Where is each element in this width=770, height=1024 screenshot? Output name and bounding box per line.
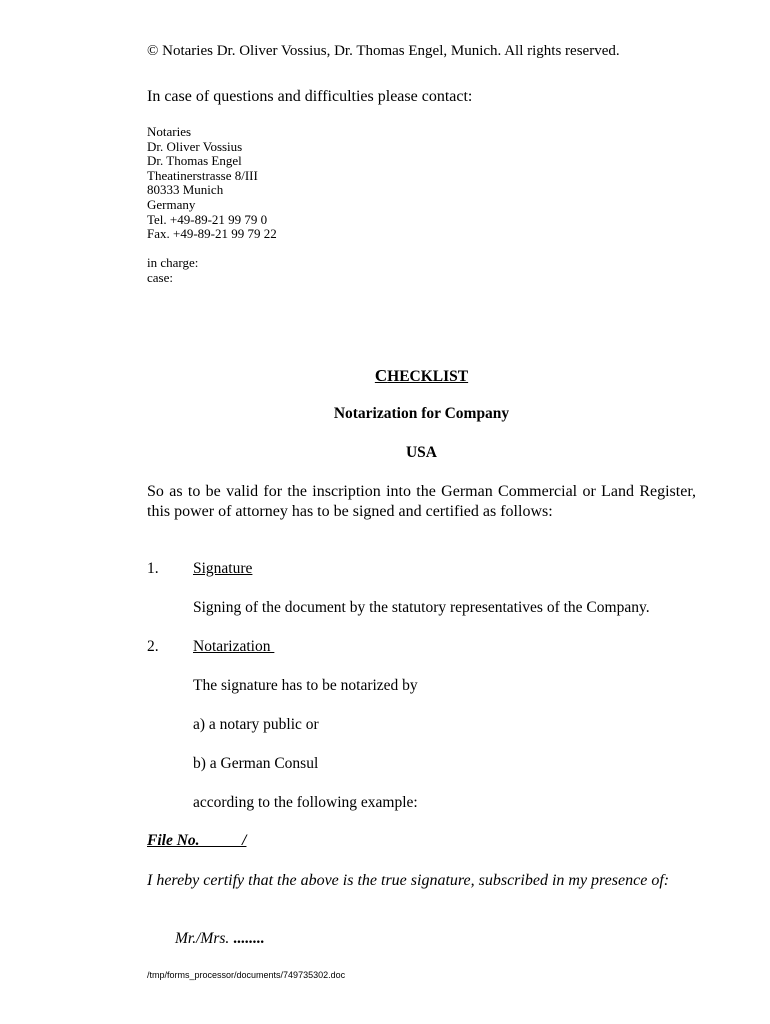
checklist-title [147,366,696,386]
phone-line: Tel. +49-89-21 99 79 0 [147,211,268,227]
title-rest: HECKLIST [387,368,469,385]
document-path-footer: /tmp/forms_processor/documents/749735302.doc [147,970,346,980]
case-label: case: [147,269,173,285]
file-number-label: File No. / [147,832,247,849]
section-number: 1. [147,560,159,577]
contact-address [147,125,277,242]
country-heading: USA [405,444,437,461]
address-line: Theatinerstrasse 8/III [147,167,258,183]
address-line: 80333 Munich [147,182,224,198]
signature-text: Signing of the document by the statutory representatives of the Company. [193,599,650,616]
option-b: b) a German Consul [193,755,319,772]
copyright-notice: © Notaries Dr. Oliver Vossius, Dr. Thomas Engel, Munich. All rights reserved. [147,43,620,59]
in-charge-label: in charge: [147,255,199,270]
section-heading-notarization [147,638,274,656]
section-number: 2. [147,638,159,655]
section-title: Notarization [193,638,275,655]
address-line: Dr. Thomas Engel [147,153,242,169]
intro-paragraph: So as to be valid for the inscription into the German Commercial or Land Register, this power of attorney has to be signed and certified as follows: [147,483,696,520]
signatory-line [175,930,264,948]
document-subtitle: Notarization for Company [333,405,510,422]
following-example-text: according to the following example: [193,794,418,811]
address-line: Dr. Oliver Vossius [147,138,243,154]
section-heading-signature [147,560,252,578]
notarization-text: The signature has to be notarized by [193,677,418,694]
signatory-placeholder: ........ [233,930,265,947]
address-line: Germany [147,196,196,212]
section-title: Signature [193,560,253,577]
fax-line: Fax. +49-89-21 99 79 22 [147,226,277,242]
signatory-title: Mr./Mrs. [175,930,234,947]
contact-intro: In case of questions and difficulties please contact: [147,88,473,105]
address-line: Notaries [147,124,192,139]
option-a: a) a notary public or [193,716,319,733]
case-info [147,256,198,285]
certification-text: I hereby certify that the above is the true signature, subscribed in my presence of: [147,872,670,889]
title-initial: C [374,366,388,385]
